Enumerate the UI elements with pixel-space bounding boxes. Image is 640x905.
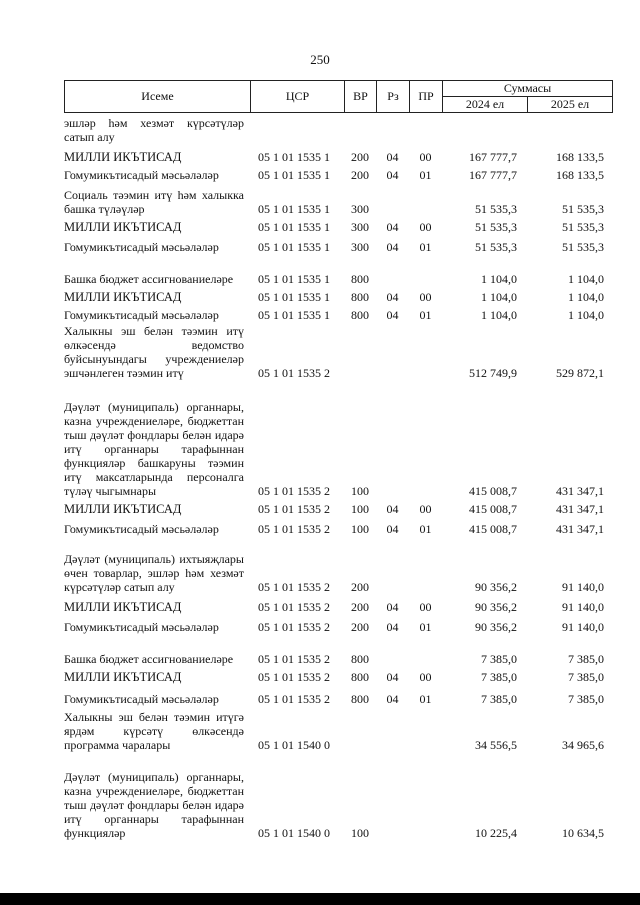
row-amount-2025: 1 104,0 (568, 308, 604, 322)
header-csr: ЦСР (251, 81, 345, 113)
row-amount-2025: 431 347,1 (556, 502, 604, 516)
row-csr: 05 1 01 1535 1 (258, 220, 330, 234)
row-pr: 01 (419, 240, 432, 254)
row-amount-2024: 1 104,0 (481, 308, 517, 322)
row-name: Гомумикътисадый мәсьәләләр (64, 620, 219, 634)
row-amount-2025: 7 385,0 (568, 652, 604, 666)
row-vr: 800 (351, 652, 369, 666)
row-pr: 01 (419, 522, 432, 536)
row-name: Гомумикътисадый мәсьәләләр (64, 168, 219, 182)
row-pr (409, 634, 442, 666)
row-vr: 100 (351, 826, 369, 840)
row-rz (376, 322, 409, 380)
row-amount-2025: 7 385,0 (568, 670, 604, 684)
header-name: Исеме (65, 81, 251, 113)
table-row (64, 380, 612, 498)
row-vr: 800 (351, 670, 369, 684)
row-amount-2024: 7 385,0 (481, 670, 517, 684)
table-row (64, 322, 612, 380)
row-csr: 05 1 01 1535 2 (258, 692, 330, 706)
row-csr: 05 1 01 1535 2 (258, 366, 330, 380)
table-row (64, 216, 612, 234)
row-vr: 800 (351, 692, 369, 706)
row-amount-2024: 1 104,0 (481, 272, 517, 286)
row-pr: 00 (419, 150, 432, 164)
row-csr (250, 112, 344, 144)
row-amount-2025: 1 104,0 (568, 272, 604, 286)
table-row (64, 594, 612, 614)
row-rz (376, 536, 409, 594)
row-rz (376, 182, 409, 216)
row-pr: 01 (419, 168, 432, 182)
row-csr: 05 1 01 1540 0 (258, 738, 330, 752)
row-vr: 800 (351, 272, 369, 286)
row-rz (376, 634, 409, 666)
row-name: Башка бюджет ассигнованиеләре (64, 652, 234, 666)
row-name: Гомумикътисадый мәсьәләләр (64, 692, 219, 706)
table-row (64, 286, 612, 304)
row-name: Дәүләт (муниципаль) ихтыяҗлары өчен товарлар, эшләр һәм хезмәт күрсәтүләр сатып алу (64, 552, 244, 594)
table-row (64, 516, 612, 536)
row-vr: 100 (351, 484, 369, 498)
row-amount-2024: 34 556,5 (475, 738, 517, 752)
row-rz: 04 (386, 220, 399, 234)
row-amount-2024: 512 749,9 (469, 366, 517, 380)
row-amount-2025: 168 133,5 (556, 150, 604, 164)
row-pr (409, 182, 442, 216)
table-row (64, 706, 612, 752)
header-vr: ВР (345, 81, 377, 113)
row-vr: 300 (351, 202, 369, 216)
row-csr: 05 1 01 1535 1 (258, 202, 330, 216)
row-name: МИЛЛИ ИКЪТИСАД (64, 150, 182, 164)
row-pr: 00 (419, 290, 432, 304)
row-pr (409, 752, 442, 840)
table-row (64, 112, 612, 144)
table-row (64, 498, 612, 516)
row-pr: 00 (419, 670, 432, 684)
row-csr: 05 1 01 1535 1 (258, 240, 330, 254)
row-vr: 200 (351, 620, 369, 634)
row-csr: 05 1 01 1535 2 (258, 620, 330, 634)
row-amount-2025: 91 140,0 (562, 580, 604, 594)
table-row (64, 144, 612, 164)
row-csr: 05 1 01 1535 2 (258, 484, 330, 498)
row-pr: 00 (419, 220, 432, 234)
row-amount-2025: 529 872,1 (556, 366, 604, 380)
row-name: Халыкны эш белән тәэмин итү өлкәсендә ведомство буйсынуындагы учреждениеләр эшчәнлеген тәэмин итү (64, 324, 244, 380)
row-pr: 01 (419, 308, 432, 322)
row-rz: 04 (386, 290, 399, 304)
row-amount-2025: 91 140,0 (562, 600, 604, 614)
row-amount-2025: 431 347,1 (556, 484, 604, 498)
row-vr: 200 (351, 580, 369, 594)
row-name: Гомумикътисадый мәсьәләләр (64, 308, 219, 322)
row-rz: 04 (386, 600, 399, 614)
table-row (64, 752, 612, 840)
row-amount-2025: 51 535,3 (562, 240, 604, 254)
row-amount-2024: 7 385,0 (481, 652, 517, 666)
row-amount-2025: 51 535,3 (562, 220, 604, 234)
header-pr: ПР (410, 81, 443, 113)
table-row (64, 536, 612, 594)
table-row (64, 234, 612, 254)
table-header (64, 80, 613, 113)
row-vr: 800 (351, 308, 369, 322)
row-vr: 200 (351, 168, 369, 182)
row-pr (409, 536, 442, 594)
row-rz (376, 380, 409, 498)
row-amount-2025: 7 385,0 (568, 692, 604, 706)
row-name: Башка бюджет ассигнованиеләре (64, 272, 234, 286)
table-row (64, 182, 612, 216)
row-pr: 00 (419, 600, 432, 614)
row-rz (376, 706, 409, 752)
row-name: Гомумикътисадый мәсьәләләр (64, 522, 219, 536)
row-csr: 05 1 01 1535 2 (258, 600, 330, 614)
row-pr: 01 (419, 692, 432, 706)
row-vr: 200 (351, 150, 369, 164)
table-row (64, 666, 612, 684)
row-amount-2024: 1 104,0 (481, 290, 517, 304)
row-name: Халыкны эш белән тәэмин итүгә ярдәм күрсәтү өлкәсендә программа чаралары (64, 710, 244, 752)
row-amount-2024 (442, 112, 527, 144)
row-vr: 300 (351, 220, 369, 234)
row-amount-2025: 10 634,5 (562, 826, 604, 840)
row-csr: 05 1 01 1535 2 (258, 522, 330, 536)
scan-edge-bar (0, 893, 640, 905)
row-rz: 04 (386, 308, 399, 322)
row-csr: 05 1 01 1535 1 (258, 150, 330, 164)
row-csr: 05 1 01 1535 1 (258, 308, 330, 322)
row-pr: 00 (419, 502, 432, 516)
row-amount-2024: 167 777,7 (469, 168, 517, 182)
row-name: Дәүләт (муниципаль) органнары, казна учреждениеләре, бюджеттан тыш дәүләт фондлары белән идарә итү органнары тарафыннан функцияләр башкаруны тәэмин итү максатларында персоналга түләү чыгымнары (64, 400, 244, 498)
table-row (64, 684, 612, 706)
row-name: эшләр һәм хезмәт күрсәтүләр сатып алу (64, 116, 244, 144)
row-name: Гомумикътисадый мәсьәләләр (64, 240, 219, 254)
row-rz (376, 254, 409, 286)
row-amount-2024: 51 535,3 (475, 220, 517, 234)
row-pr (409, 112, 442, 144)
row-vr: 800 (351, 290, 369, 304)
row-csr: 05 1 01 1535 2 (258, 652, 330, 666)
row-amount-2024: 167 777,7 (469, 150, 517, 164)
row-csr: 05 1 01 1535 2 (258, 670, 330, 684)
row-amount-2024: 90 356,2 (475, 580, 517, 594)
table-row (64, 304, 612, 322)
table-row (64, 634, 612, 666)
row-amount-2025 (527, 112, 612, 144)
row-vr: 300 (351, 240, 369, 254)
row-csr: 05 1 01 1535 1 (258, 272, 330, 286)
row-rz: 04 (386, 522, 399, 536)
row-amount-2024: 51 535,3 (475, 240, 517, 254)
row-pr: 01 (419, 620, 432, 634)
row-rz: 04 (386, 670, 399, 684)
row-vr (344, 322, 376, 380)
row-rz: 04 (386, 240, 399, 254)
header-sums: Суммасы (443, 81, 613, 97)
row-vr: 100 (351, 522, 369, 536)
row-rz: 04 (386, 168, 399, 182)
row-csr: 05 1 01 1535 2 (258, 580, 330, 594)
row-amount-2025: 51 535,3 (562, 202, 604, 216)
table-row (64, 614, 612, 634)
row-amount-2024: 7 385,0 (481, 692, 517, 706)
header-year-2025: 2025 ел (528, 97, 613, 113)
row-pr (409, 706, 442, 752)
row-rz: 04 (386, 692, 399, 706)
row-amount-2025: 168 133,5 (556, 168, 604, 182)
row-rz (376, 752, 409, 840)
row-amount-2024: 415 008,7 (469, 484, 517, 498)
row-vr: 200 (351, 600, 369, 614)
header-year-2024: 2024 ел (443, 97, 528, 113)
row-vr: 100 (351, 502, 369, 516)
row-rz (376, 112, 409, 144)
row-amount-2024: 90 356,2 (475, 600, 517, 614)
page-number: 250 (310, 52, 330, 67)
row-name: МИЛЛИ ИКЪТИСАД (64, 290, 182, 304)
row-name: МИЛЛИ ИКЪТИСАД (64, 600, 182, 614)
row-amount-2025: 91 140,0 (562, 620, 604, 634)
row-csr: 05 1 01 1540 0 (258, 826, 330, 840)
row-vr (344, 112, 376, 144)
row-amount-2025: 1 104,0 (568, 290, 604, 304)
row-amount-2024: 415 008,7 (469, 522, 517, 536)
row-amount-2024: 415 008,7 (469, 502, 517, 516)
row-vr (344, 706, 376, 752)
row-name: Дәүләт (муниципаль) органнары, казна учреждениеләре, бюджеттан тыш дәүләт фондлары белән идарә итү органнары тарафыннан функцияләр (64, 770, 244, 840)
row-rz: 04 (386, 150, 399, 164)
row-name: Социаль тәэмин итү һәм халыкка башка түләүләр (64, 188, 244, 216)
row-pr (409, 380, 442, 498)
row-amount-2025: 431 347,1 (556, 522, 604, 536)
row-amount-2024: 51 535,3 (475, 202, 517, 216)
table-row (64, 164, 612, 182)
row-amount-2024: 10 225,4 (475, 826, 517, 840)
row-csr: 05 1 01 1535 1 (258, 168, 330, 182)
row-amount-2025: 34 965,6 (562, 738, 604, 752)
header-rz: Рз (377, 81, 410, 113)
row-name: МИЛЛИ ИКЪТИСАД (64, 502, 182, 516)
budget-table (64, 112, 612, 840)
row-rz: 04 (386, 620, 399, 634)
table-row (64, 254, 612, 286)
row-name: МИЛЛИ ИКЪТИСАД (64, 670, 182, 684)
row-name: МИЛЛИ ИКЪТИСАД (64, 220, 182, 234)
row-csr: 05 1 01 1535 2 (258, 502, 330, 516)
row-csr: 05 1 01 1535 1 (258, 290, 330, 304)
row-pr (409, 322, 442, 380)
row-amount-2024: 90 356,2 (475, 620, 517, 634)
row-rz: 04 (386, 502, 399, 516)
row-pr (409, 254, 442, 286)
